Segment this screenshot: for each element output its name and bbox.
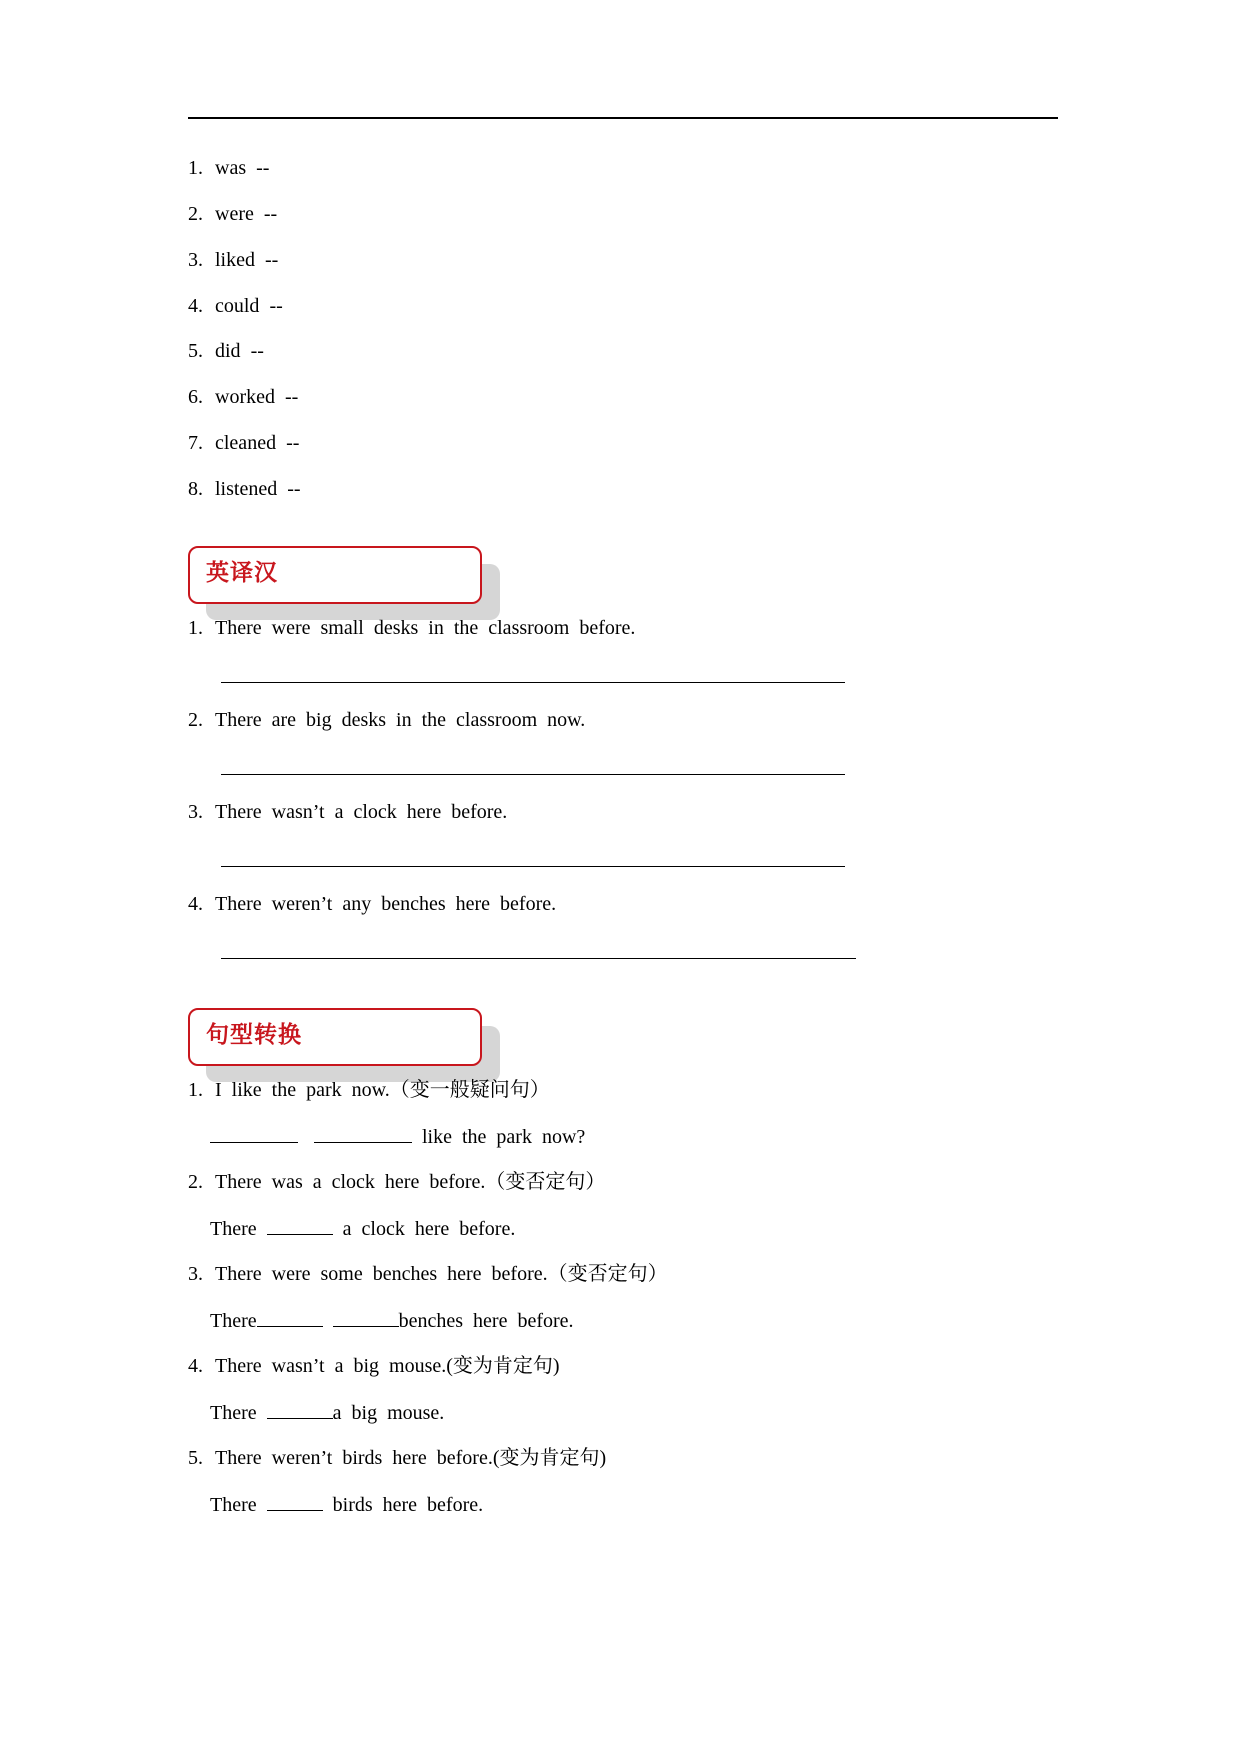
item-number: 4. [188, 295, 203, 317]
item-number: 4. [188, 1355, 203, 1377]
answer-text: a clock here before. [342, 1218, 516, 1240]
vocab-word: was [215, 157, 247, 179]
transform-item [188, 1262, 668, 1286]
answer-text: There [210, 1310, 257, 1332]
vocab-item [188, 294, 283, 318]
section-title: 句型转换 [206, 1022, 302, 1048]
translate-item [188, 708, 585, 732]
sentence-text: There wasn’t a clock here before. [215, 801, 508, 823]
vocab-separator: -- [265, 249, 279, 271]
section-title: 英译汉 [206, 560, 278, 586]
sentence-text: There are big desks in the classroom now. [215, 709, 586, 731]
vocab-word: could [215, 295, 260, 317]
fill-blank[interactable] [257, 1308, 323, 1327]
item-number: 3. [188, 1263, 203, 1285]
vocab-separator: -- [256, 157, 270, 179]
section-header-translate [188, 546, 482, 604]
vocab-word: listened [215, 478, 278, 500]
answer-text: birds here before. [332, 1494, 484, 1516]
vocab-item [188, 248, 278, 272]
vocab-separator: -- [269, 295, 283, 317]
sentence-text: There weren’t birds here before. [215, 1447, 493, 1469]
section-header-transform [188, 1008, 482, 1066]
item-number: 6. [188, 386, 203, 408]
item-number: 5. [188, 340, 203, 362]
translate-item [188, 800, 507, 824]
translate-item [188, 892, 556, 916]
item-number: 3. [188, 801, 203, 823]
fill-blank[interactable] [210, 1124, 298, 1143]
item-number: 2. [188, 709, 203, 731]
item-number: 2. [188, 203, 203, 225]
item-number: 1. [188, 157, 203, 179]
answer-row [210, 1124, 585, 1149]
vocab-word: worked [215, 386, 275, 408]
answer-text: like the park now? [422, 1126, 586, 1148]
fill-blank[interactable] [267, 1400, 333, 1419]
item-number: 8. [188, 478, 203, 500]
sentence-text: There were some benches here before. [215, 1263, 548, 1285]
answer-text: There [210, 1494, 257, 1516]
vocab-item [188, 156, 269, 180]
answer-text: There [210, 1402, 257, 1424]
transform-item [188, 1170, 605, 1194]
item-number: 4. [188, 893, 203, 915]
instruction-note: (变为肯定句) [446, 1355, 560, 1377]
fill-blank[interactable] [267, 1216, 333, 1235]
instruction-note: （变一般疑问句） [389, 1079, 550, 1101]
sentence-text: There weren’t any benches here before. [215, 893, 557, 915]
answer-row [210, 1308, 574, 1333]
answer-line[interactable] [221, 866, 845, 867]
transform-item [188, 1354, 560, 1378]
instruction-note: （变否定句） [547, 1263, 668, 1285]
answer-row [210, 1216, 515, 1241]
answer-line[interactable] [221, 774, 845, 775]
vocab-item [188, 339, 264, 363]
vocab-word: were [215, 203, 254, 225]
vocab-separator: -- [263, 203, 278, 225]
item-number: 1. [188, 617, 203, 639]
vocab-item [188, 385, 298, 409]
sentence-text: There were small desks in the classroom before. [215, 617, 636, 639]
answer-text: benches here before. [398, 1310, 574, 1332]
vocab-word: liked [215, 249, 255, 271]
vocab-separator: -- [286, 432, 300, 454]
header-rule [188, 117, 1058, 119]
vocab-separator: -- [250, 340, 264, 362]
answer-row [210, 1400, 444, 1425]
answer-text: a big mouse. [332, 1402, 445, 1424]
sentence-text: There wasn’t a big mouse. [215, 1355, 447, 1377]
vocab-word: cleaned [215, 432, 277, 454]
instruction-note: (变为肯定句) [492, 1447, 607, 1469]
vocab-word: did [215, 340, 241, 362]
vocab-separator: -- [284, 386, 299, 408]
fill-blank[interactable] [333, 1308, 399, 1327]
item-number: 7. [188, 432, 203, 454]
answer-row [210, 1492, 483, 1517]
transform-item [188, 1446, 606, 1470]
sentence-text: I like the park now. [215, 1079, 390, 1101]
answer-line[interactable] [221, 682, 845, 683]
item-number: 3. [188, 249, 203, 271]
instruction-note: （变否定句） [485, 1171, 606, 1193]
sentence-text: There was a clock here before. [215, 1171, 486, 1193]
vocab-item [188, 477, 301, 501]
item-number: 5. [188, 1447, 203, 1469]
vocab-separator: -- [287, 478, 301, 500]
item-number: 1. [188, 1079, 203, 1101]
transform-item [188, 1078, 550, 1102]
fill-blank[interactable] [267, 1492, 323, 1511]
fill-blank[interactable] [314, 1124, 412, 1143]
vocab-item [188, 431, 299, 455]
answer-text: There [210, 1218, 257, 1240]
translate-item [188, 616, 635, 640]
item-number: 2. [188, 1171, 203, 1193]
vocab-item [188, 202, 277, 226]
answer-line[interactable] [221, 958, 856, 959]
